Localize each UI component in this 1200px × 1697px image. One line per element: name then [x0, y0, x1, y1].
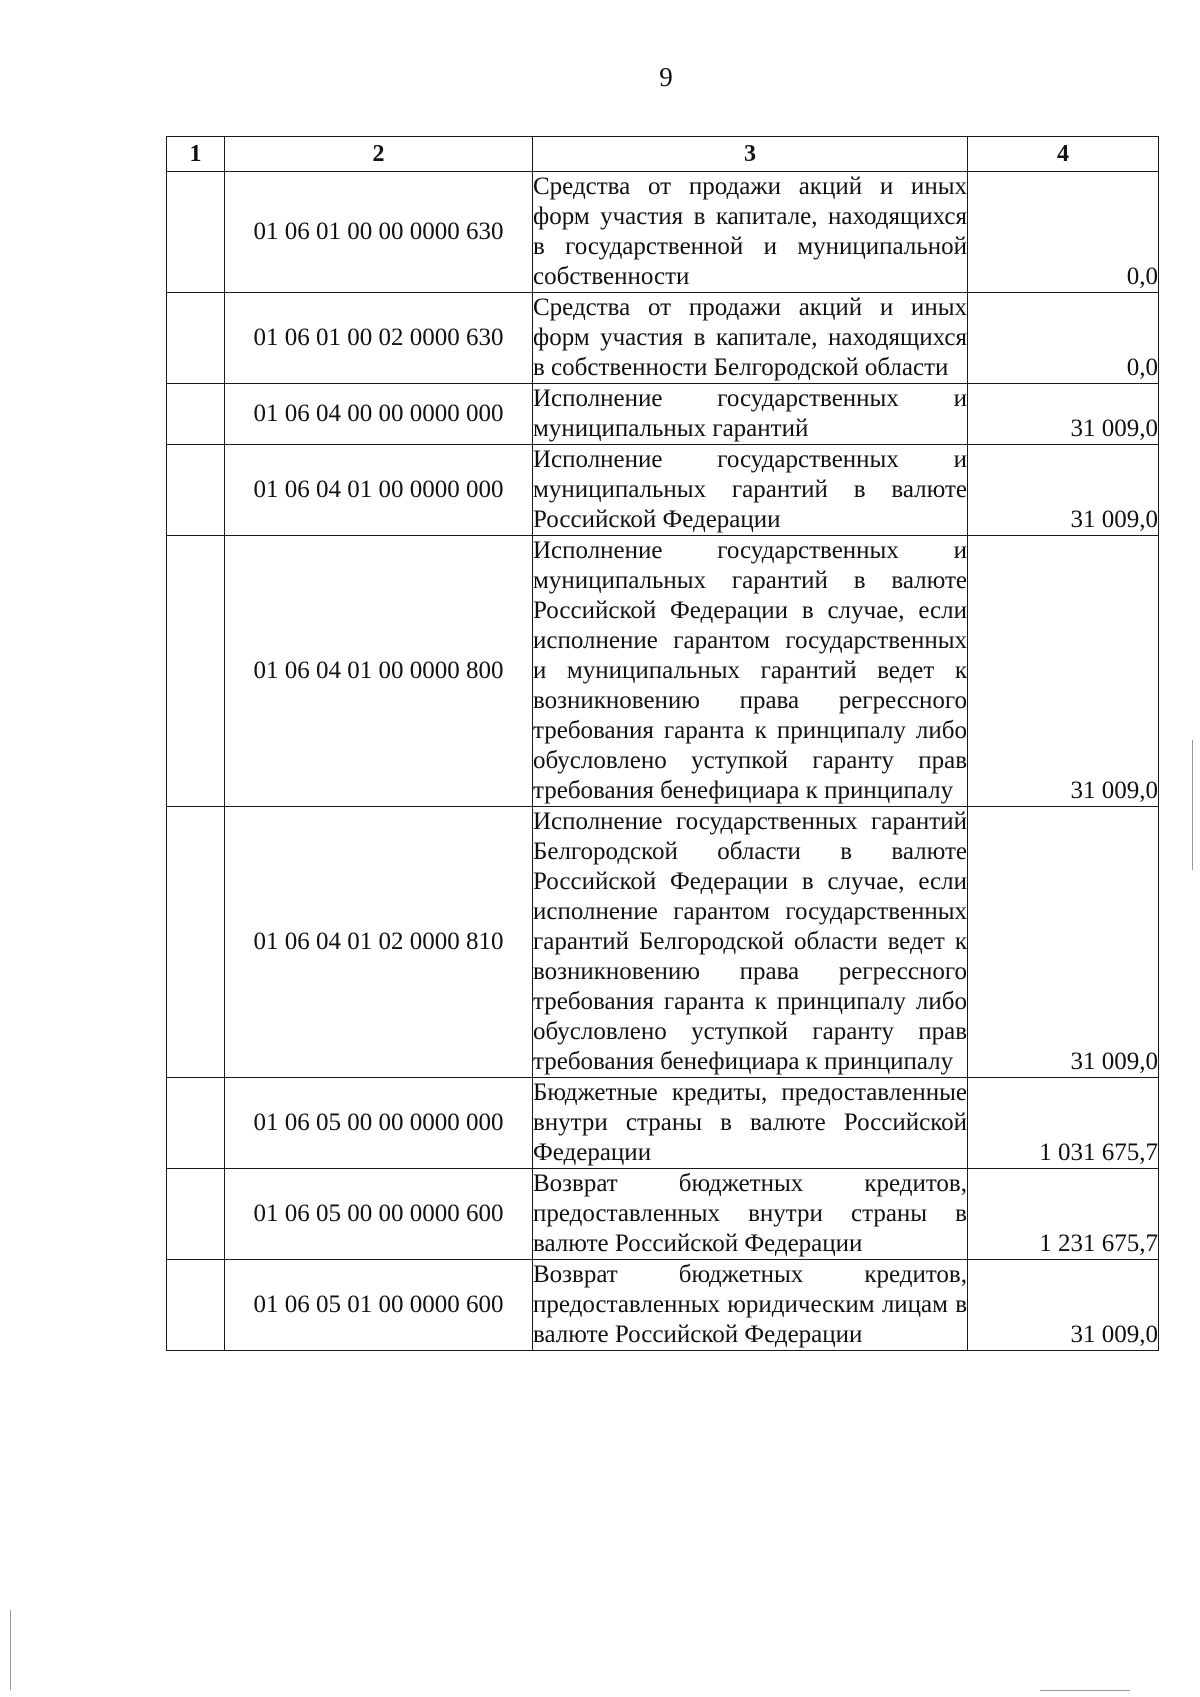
row-description: Исполнение государственных и муниципальных гарантий в валюте Российской Федерации в случае, если исполнение гарантом государственных и муниципальных гарантий ведет к возникновению права регрессного требования гаранта к принципалу либо обусловлено уступкой гаранту прав требования бенефициара к принципалу	[533, 536, 968, 807]
budget-code: 01 06 05 00 00 0000 000	[225, 1078, 533, 1169]
table-row	[167, 1169, 1159, 1260]
budget-sources-table	[166, 136, 1159, 1351]
row-description: Исполнение государственных гарантий Белгородской области в валюте Российской Федерации в случае, если исполнение гарантом государственных гарантий Белгородской области ведет к возникновению права регрессного требования гаранта к принципалу либо обусловлено уступкой гаранту прав требования бенефициара к принципалу	[533, 807, 968, 1078]
table-row	[167, 445, 1159, 536]
row-number-cell	[167, 807, 225, 1078]
row-number-cell	[167, 445, 225, 536]
row-amount: 31 009,0	[968, 445, 1159, 536]
row-number-cell	[167, 1169, 225, 1260]
header-col-2: 2	[225, 137, 533, 172]
row-number-cell	[167, 293, 225, 384]
budget-code: 01 06 04 00 00 0000 000	[225, 384, 533, 445]
row-number-cell	[167, 536, 225, 807]
page-number: 9	[659, 62, 673, 92]
header-col-1: 1	[167, 137, 225, 172]
scan-edge-mark-bottom	[1040, 1690, 1130, 1691]
budget-code: 01 06 05 01 00 0000 600	[225, 1260, 533, 1351]
table-header	[167, 137, 1159, 172]
header-col-3: 3	[533, 137, 968, 172]
budget-code: 01 06 01 00 02 0000 630	[225, 293, 533, 384]
table-row	[167, 807, 1159, 1078]
row-amount: 1 031 675,7	[968, 1078, 1159, 1169]
row-number-cell	[167, 1260, 225, 1351]
budget-code: 01 06 05 00 00 0000 600	[225, 1169, 533, 1260]
row-description: Бюджетные кредиты, предоставленные внутри страны в валюте Российской Федерации	[533, 1078, 968, 1169]
budget-code: 01 06 01 00 00 0000 630	[225, 172, 533, 293]
header-row	[167, 137, 1159, 172]
budget-code: 01 06 04 01 00 0000 000	[225, 445, 533, 536]
table-row	[167, 1260, 1159, 1351]
scan-edge-mark-left	[10, 1610, 11, 1690]
row-description: Возврат бюджетных кредитов, предоставленных юридическим лицам в валюте Российской Федерации	[533, 1260, 968, 1351]
row-description: Исполнение государственных и муниципальных гарантий в валюте Российской Федерации	[533, 445, 968, 536]
row-amount: 31 009,0	[968, 807, 1159, 1078]
row-amount: 0,0	[968, 172, 1159, 293]
budget-code: 01 06 04 01 02 0000 810	[225, 807, 533, 1078]
table-body	[167, 172, 1159, 1351]
header-col-4: 4	[968, 137, 1159, 172]
row-amount: 0,0	[968, 293, 1159, 384]
row-number-cell	[167, 172, 225, 293]
row-amount: 31 009,0	[968, 536, 1159, 807]
row-description: Средства от продажи акций и иных форм участия в капитале, находящихся в государственной и муниципальной собственности	[533, 172, 968, 293]
row-description: Исполнение государственных и муниципальных гарантий	[533, 384, 968, 445]
table-row	[167, 384, 1159, 445]
scan-edge-mark-right	[1192, 740, 1193, 870]
table-row	[167, 536, 1159, 807]
row-description: Возврат бюджетных кредитов, предоставленных внутри страны в валюте Российской Федерации	[533, 1169, 968, 1260]
row-amount: 31 009,0	[968, 1260, 1159, 1351]
budget-code: 01 06 04 01 00 0000 800	[225, 536, 533, 807]
table-row	[167, 293, 1159, 384]
row-amount: 1 231 675,7	[968, 1169, 1159, 1260]
row-number-cell	[167, 1078, 225, 1169]
table-row	[167, 1078, 1159, 1169]
row-amount: 31 009,0	[968, 384, 1159, 445]
row-number-cell	[167, 384, 225, 445]
row-description: Средства от продажи акций и иных форм участия в капитале, находящихся в собственности Белгородской области	[533, 293, 968, 384]
table-row	[167, 172, 1159, 293]
